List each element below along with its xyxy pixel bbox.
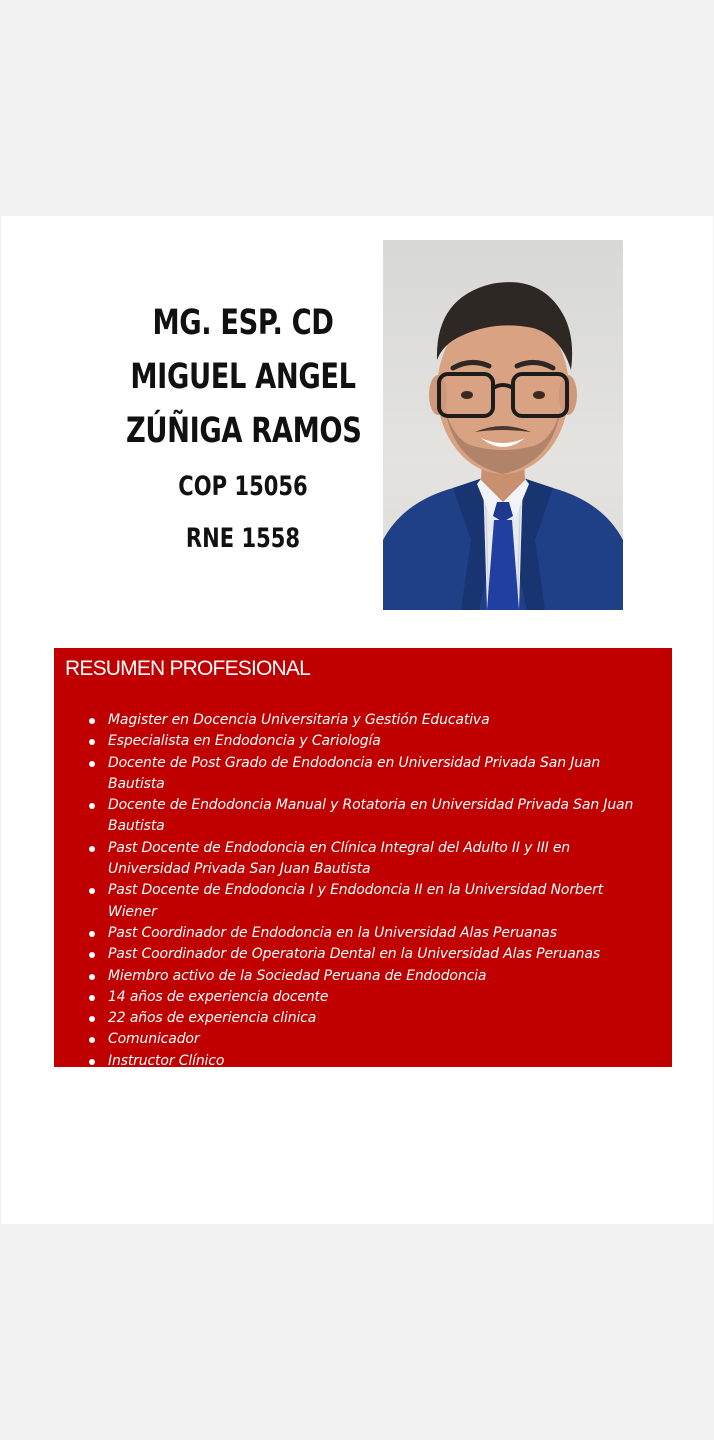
rne-number: RNE 1558 [185, 523, 301, 554]
summary-item: Past Docente de Endodoncia I y Endodoncia II en la Universidad Norbert Wiener [108, 880, 672, 923]
summary-item: Comunicador [108, 1029, 672, 1050]
summary-item: Conferencista Nacional [108, 1072, 672, 1093]
summary-item: 22 años de experiencia clinica [108, 1008, 672, 1029]
name-last-line: ZÚÑIGA RAMOS [126, 411, 362, 451]
summary-item: Past Coordinador de Operatoria Dental en la Universidad Alas Peruanas [108, 944, 672, 965]
summary-item: Miembro activo de la Sociedad Peruana de Endodoncia [108, 966, 672, 987]
name-first-line: MIGUEL ANGEL [130, 357, 356, 397]
summary-item: 14 años de experiencia docente [108, 987, 672, 1008]
summary-item: Docente de Post Grado de Endodoncia en Universidad Privada San Juan Bautista [108, 753, 672, 796]
summary-title: RESUMEN PROFESIONAL [65, 657, 311, 680]
cv-card [1, 216, 713, 1224]
professional-summary [54, 648, 672, 1091]
summary-item: Especialista en Endodoncia y Cariología [108, 731, 672, 752]
profile-photo [383, 240, 623, 610]
summary-item: Docente de Endodoncia Manual y Rotatoria en Universidad Privada San Juan Bautista [108, 795, 672, 838]
portrait-illustration [383, 240, 623, 610]
name-title-line: MG. ESP. CD [152, 303, 334, 343]
summary-item: Past Docente de Endodoncia en Clínica Integral del Adulto II y III en Universidad Privada San Juan Bautista [108, 838, 672, 881]
summary-item: Past Coordinador de Endodoncia en la Universidad Alas Peruanas [108, 923, 672, 944]
cop-number: COP 15056 [178, 471, 308, 502]
name-block [93, 296, 393, 554]
summary-item: Instructor Clínico [108, 1051, 672, 1072]
summary-item: Magister en Docencia Universitaria y Gestión Educativa [108, 710, 672, 731]
summary-list [54, 710, 672, 1093]
